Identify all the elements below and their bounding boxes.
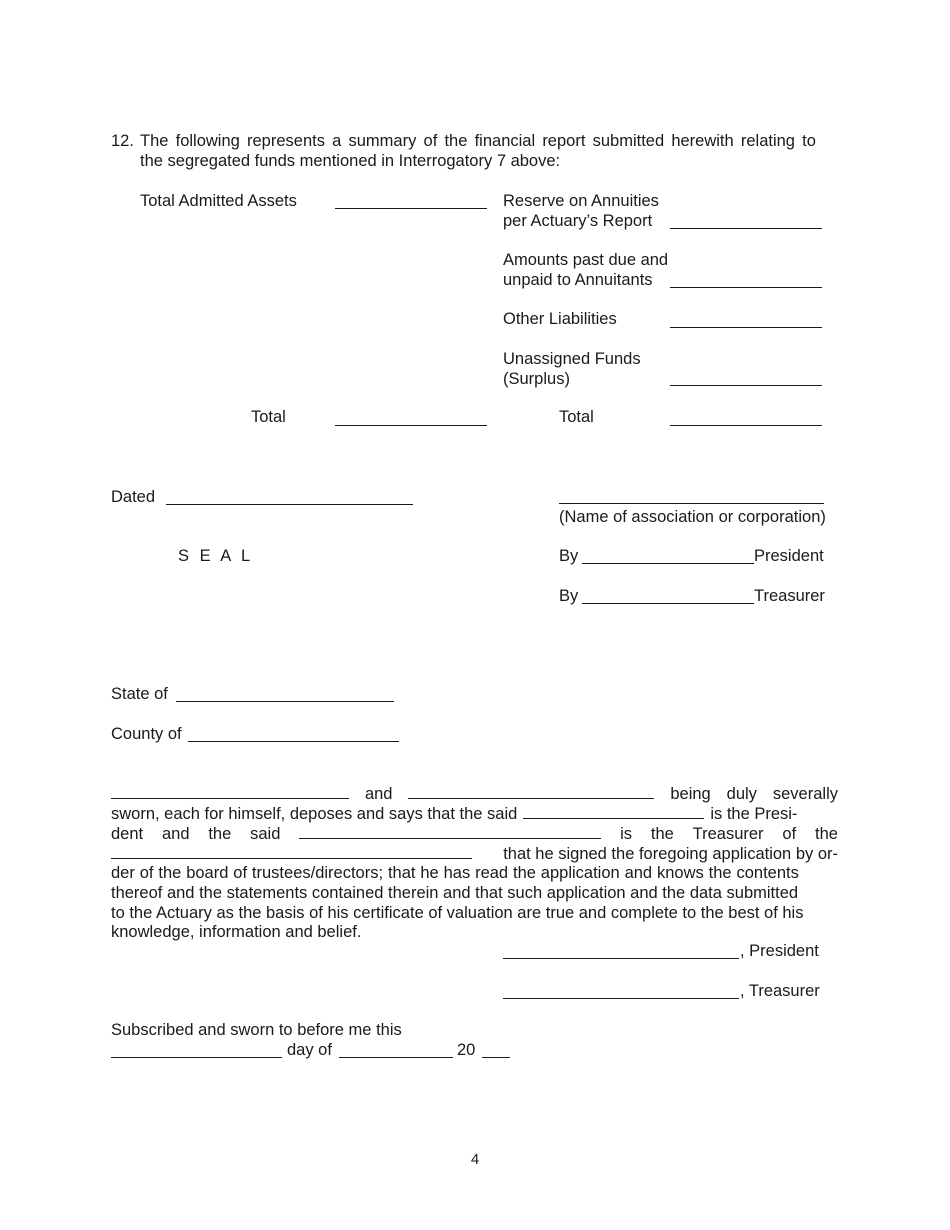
- assets-total-label: Total: [251, 408, 286, 426]
- affidavit-treasurer-word: Treasurer: [692, 825, 764, 843]
- affidavit-line-7: to the Actuary as the basis of his certificate of valuation are true and complete to the best of his: [111, 904, 804, 922]
- jurat-day-field[interactable]: [111, 1057, 282, 1058]
- county-field[interactable]: [188, 741, 399, 742]
- past-due-label-1: Amounts past due and: [503, 251, 669, 269]
- by-president-label: By: [559, 547, 579, 565]
- affidavit-treasurer-signature-field[interactable]: [503, 998, 739, 999]
- corporation-name-field[interactable]: [111, 843, 472, 859]
- affidavit-and-2: and: [161, 825, 190, 843]
- affidavit-the-3: the: [815, 825, 838, 843]
- affidavit-line-1: [111, 783, 838, 804]
- state-label: State of: [111, 685, 168, 703]
- affidavit-the: the: [208, 825, 232, 843]
- dated-label: Dated: [111, 488, 156, 506]
- affidavit-l4: that he signed the foregoing application by or-: [503, 845, 838, 863]
- reserve-field[interactable]: [670, 228, 822, 229]
- affidavit-severally: severally: [772, 785, 838, 803]
- association-name-caption: (Name of association or corporation): [559, 508, 826, 526]
- unassigned-label-1: Unassigned Funds: [503, 350, 641, 368]
- seal-label: S E A L: [178, 547, 254, 565]
- president-name-field[interactable]: [523, 803, 704, 819]
- affidavit-and: and: [364, 785, 393, 803]
- county-label: County of: [111, 725, 182, 743]
- unassigned-label-2: (Surplus): [503, 370, 570, 388]
- affidavit-president-title: , President: [740, 942, 819, 960]
- other-liabilities-field[interactable]: [670, 327, 822, 328]
- liabilities-total-label: Total: [559, 408, 594, 426]
- state-field[interactable]: [176, 701, 394, 702]
- item-12-text-1: The following represents a summary of the financial report submitted herewith relating to: [140, 132, 816, 150]
- affidavit-line-5: der of the board of trustees/directors; that he has read the application and knows the contents: [111, 864, 799, 882]
- page-number: 4: [470, 1151, 480, 1168]
- by-treasurer-label: By: [559, 587, 579, 605]
- affidavit-of: of: [782, 825, 797, 843]
- treasurer-signature-field[interactable]: [582, 603, 754, 604]
- item-number: 12.: [111, 132, 134, 150]
- affidavit-l2b: is the Presi-: [710, 805, 798, 823]
- other-liabilities-label: Other Liabilities: [503, 310, 617, 328]
- affidavit-line-6: thereof and the statements contained therein and that such application and the data submitted: [111, 884, 799, 902]
- association-name-field[interactable]: [559, 503, 824, 504]
- jurat-line-1: Subscribed and sworn to before me this: [111, 1021, 402, 1039]
- jurat-day-of: day of: [287, 1041, 332, 1059]
- affidavit-line-4: [111, 843, 838, 864]
- jurat-year-prefix: 20: [457, 1041, 476, 1059]
- affidavit-dent: dent: [111, 825, 144, 843]
- affidavit-said: said: [250, 825, 281, 843]
- jurat-month-field[interactable]: [339, 1057, 453, 1058]
- affidavit-president-signature-field[interactable]: [503, 958, 739, 959]
- total-admitted-assets-field[interactable]: [335, 208, 487, 209]
- affidavit-treasurer-title: , Treasurer: [740, 982, 820, 1000]
- affidavit-duly: duly: [726, 785, 757, 803]
- affidavit-is: is: [620, 825, 633, 843]
- total-admitted-assets-label: Total Admitted Assets: [140, 192, 297, 210]
- liabilities-total-field[interactable]: [670, 425, 822, 426]
- jurat-year-field[interactable]: [482, 1057, 510, 1058]
- affidavit-line-8: knowledge, information and belief.: [111, 923, 362, 941]
- dated-field[interactable]: [166, 504, 413, 505]
- affiant-2-field[interactable]: [408, 783, 654, 799]
- item-12-line-2: the segregated funds mentioned in Interrogatory 7 above:: [140, 152, 561, 170]
- treasurer-name-field[interactable]: [299, 823, 601, 839]
- item-12-line-1: [140, 131, 838, 151]
- reserve-label-1: Reserve on Annuities: [503, 192, 659, 210]
- past-due-field[interactable]: [670, 287, 822, 288]
- unassigned-field[interactable]: [670, 385, 822, 386]
- affiant-1-field[interactable]: [111, 783, 349, 799]
- president-title: President: [754, 547, 824, 565]
- reserve-label-2: per Actuary’s Report: [503, 212, 653, 230]
- affidavit-being: being: [670, 785, 711, 803]
- past-due-label-2: unpaid to Annuitants: [503, 271, 653, 289]
- affidavit-line-3: [111, 823, 838, 844]
- assets-total-field[interactable]: [335, 425, 487, 426]
- affidavit-the-2: the: [650, 825, 674, 843]
- president-signature-field[interactable]: [582, 563, 754, 564]
- affidavit-line-2: [111, 803, 838, 824]
- treasurer-title: Treasurer: [754, 587, 825, 605]
- affidavit-l2a: sworn, each for himself, deposes and says that the said: [111, 805, 518, 823]
